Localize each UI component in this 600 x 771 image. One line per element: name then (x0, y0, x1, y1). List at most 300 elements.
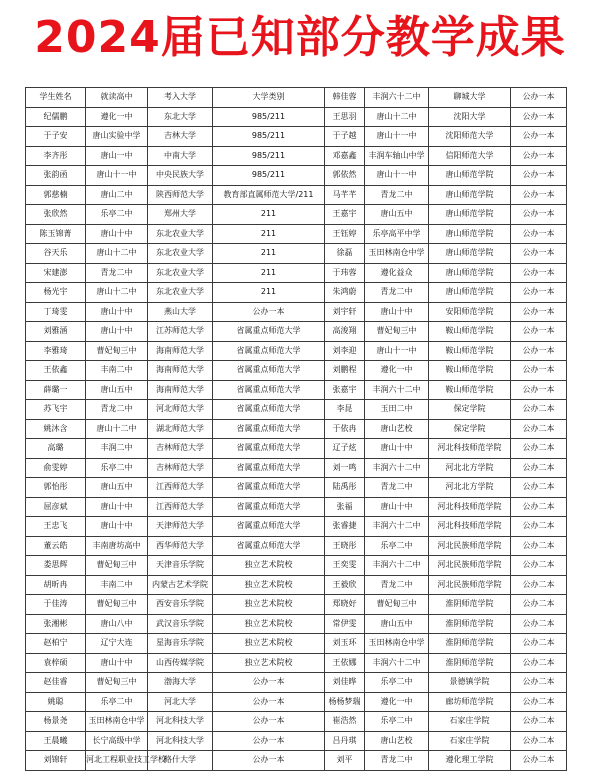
table-cell: 吉林师范大学 (148, 458, 213, 478)
table-cell: 公办一本 (213, 712, 325, 732)
table-cell: 青龙二中 (365, 283, 429, 303)
table-cell: 公办二本 (511, 595, 567, 615)
table-cell: 曹妃甸三中 (86, 595, 148, 615)
table-cell: 丰润六十二中 (365, 517, 429, 537)
table-cell: 江苏师范大学 (148, 322, 213, 342)
table-cell: 211 (213, 224, 325, 244)
table-cell: 杨杨梦瑞 (325, 692, 365, 712)
table-cell: 公办一本 (511, 341, 567, 361)
table-cell: 海南师范大学 (148, 341, 213, 361)
table-cell: 杨景尧 (26, 712, 86, 732)
table-cell: 青龙二中 (365, 575, 429, 595)
table-cell: 河北北方学院 (429, 478, 511, 498)
table-cell: 学生姓名 (26, 88, 86, 108)
table-cell: 内蒙古艺术学院 (148, 575, 213, 595)
table-cell: 吉林大学 (148, 127, 213, 147)
table-cell: 公办一本 (511, 205, 567, 225)
table-row (26, 419, 567, 439)
table-cell: 王依娜 (325, 653, 365, 673)
table-cell: 河北科技师范学院 (429, 439, 511, 459)
table-cell: 独立艺术院校 (213, 614, 325, 634)
table-cell: 公办二本 (511, 692, 567, 712)
table-cell: 独立艺术院校 (213, 575, 325, 595)
table-cell: 就读高中 (86, 88, 148, 108)
table-cell: 河北科技师范学院 (429, 497, 511, 517)
table-row (26, 517, 567, 537)
table-row (26, 458, 567, 478)
table-cell: 于佳涛 (26, 595, 86, 615)
table-cell: 211 (213, 205, 325, 225)
table-row (26, 205, 567, 225)
table-row (26, 712, 567, 732)
table-cell: 河北科技师范学院 (429, 517, 511, 537)
table-cell: 东北农业大学 (148, 244, 213, 264)
table-cell: 杨光宇 (26, 283, 86, 303)
table-cell: 独立艺术院校 (213, 634, 325, 654)
table-cell: 公办二本 (511, 517, 567, 537)
table-cell: 曹妃甸三中 (86, 673, 148, 693)
table-cell: 宋建澎 (26, 263, 86, 283)
table-row (26, 380, 567, 400)
table-row (26, 244, 567, 264)
table-cell: 唐山十一中 (365, 341, 429, 361)
table-cell: 景德镇学院 (429, 673, 511, 693)
table-cell: 娄思辉 (26, 556, 86, 576)
table-cell: 刘玉环 (325, 634, 365, 654)
table-cell: 朱鸿蔚 (325, 283, 365, 303)
table-cell: 公办二本 (511, 419, 567, 439)
table-cell: 张福 (325, 497, 365, 517)
table-cell: 唐山十二中 (86, 419, 148, 439)
table-cell: 马芊芊 (325, 185, 365, 205)
table-cell: 985/211 (213, 127, 325, 147)
table-cell: 省属重点师范大学 (213, 361, 325, 381)
page-title: 2024届已知部分教学成果 (34, 12, 566, 63)
table-cell: 刘佳晔 (325, 673, 365, 693)
table-cell: 沈阳师范大学 (429, 127, 511, 147)
table-cell: 唐山师范学院 (429, 263, 511, 283)
results-table (25, 87, 567, 771)
table-row (26, 751, 567, 771)
table-cell: 李昆 (325, 400, 365, 420)
table-row (26, 322, 567, 342)
table-cell: 大学类别 (213, 88, 325, 108)
table-cell: 唐山师范学院 (429, 205, 511, 225)
table-cell: 渤海大学 (148, 673, 213, 693)
table-cell: 王依鑫 (26, 361, 86, 381)
table-cell: 青龙二中 (86, 400, 148, 420)
table-cell: 郑晓好 (325, 595, 365, 615)
table-cell: 崔浩然 (325, 712, 365, 732)
table-cell: 俞雯婷 (26, 458, 86, 478)
table-cell: 王忠飞 (26, 517, 86, 537)
table-row (26, 166, 567, 186)
table-cell: 吕丹琪 (325, 731, 365, 751)
table-cell: 211 (213, 244, 325, 264)
table-cell: 省属重点师范大学 (213, 517, 325, 537)
table-cell: 公办一本 (511, 244, 567, 264)
table-cell: 遵化一中 (86, 107, 148, 127)
table-cell: 公办一本 (213, 673, 325, 693)
table-cell: 玉田林南仓中学 (365, 244, 429, 264)
table-cell: 江西师范大学 (148, 497, 213, 517)
table-cell: 唐山十中 (86, 224, 148, 244)
table-cell: 郭怡彤 (26, 478, 86, 498)
table-row (26, 127, 567, 147)
table-cell: 山西传媒学院 (148, 653, 213, 673)
table-cell: 河北民族师范学院 (429, 556, 511, 576)
table-cell: 丰南二中 (86, 575, 148, 595)
table-row (26, 263, 567, 283)
table-cell: 海南师范大学 (148, 361, 213, 381)
table-cell: 玉田林南仓中学 (86, 712, 148, 732)
table-cell: 公办二本 (511, 536, 567, 556)
table-cell: 王思羽 (325, 107, 365, 127)
table-cell: 公办二本 (511, 614, 567, 634)
table-cell: 公办二本 (511, 478, 567, 498)
table-cell: 公办二本 (511, 731, 567, 751)
table-cell: 长宁高级中学 (86, 731, 148, 751)
table-cell: 苏飞宇 (26, 400, 86, 420)
table-cell: 河北民族师范学院 (429, 536, 511, 556)
table-cell: 玉田二中 (365, 400, 429, 420)
table-cell: 王奕雯 (325, 556, 365, 576)
table-cell: 张湘彬 (26, 614, 86, 634)
table-cell: 独立艺术院校 (213, 556, 325, 576)
table-row (26, 439, 567, 459)
table-cell: 公办一本 (511, 166, 567, 186)
table-cell: 王晨曦 (26, 731, 86, 751)
table-cell: 省属重点师范大学 (213, 439, 325, 459)
table-cell: 于子越 (325, 127, 365, 147)
table-cell: 高浚翔 (325, 322, 365, 342)
table-cell: 唐山十二中 (86, 244, 148, 264)
table-cell: 星海音乐学院 (148, 634, 213, 654)
table-cell: 省属重点师范大学 (213, 458, 325, 478)
table-cell: 信阳师范大学 (429, 146, 511, 166)
table-cell: 独立艺术院校 (213, 595, 325, 615)
table-cell: 公办一本 (511, 107, 567, 127)
table-cell: 唐山师范学院 (429, 185, 511, 205)
table-cell: 公办二本 (511, 556, 567, 576)
table-cell: 石家庄学院 (429, 712, 511, 732)
table-cell: 河北工程职业技工学校 (86, 751, 148, 771)
table-row (26, 634, 567, 654)
table-cell: 公办二本 (511, 497, 567, 517)
table-cell: 唐山一中 (86, 146, 148, 166)
table-cell: 河北科技大学 (148, 712, 213, 732)
table-row (26, 673, 567, 693)
table-cell: 刘鹏程 (325, 361, 365, 381)
table-cell: 省属重点师范大学 (213, 341, 325, 361)
table-cell: 高璐 (26, 439, 86, 459)
table-cell: 曹妃甸三中 (365, 322, 429, 342)
table-row (26, 478, 567, 498)
table-cell: 唐山十中 (86, 302, 148, 322)
table-cell: 公办二本 (511, 458, 567, 478)
table-cell: 湖北师范大学 (148, 419, 213, 439)
table-cell: 鞍山师范学院 (429, 361, 511, 381)
table-cell: 鞍山师范学院 (429, 322, 511, 342)
table-cell: 淮阴师范学院 (429, 614, 511, 634)
table-row (26, 224, 567, 244)
table-cell: 唐山师范学院 (429, 283, 511, 303)
table-row (26, 302, 567, 322)
table-cell: 乐亭二中 (86, 205, 148, 225)
table-row (26, 283, 567, 303)
table-cell: 东北农业大学 (148, 263, 213, 283)
table-cell: 唐山实验中学 (86, 127, 148, 147)
table-cell: 河北民族师范学院 (429, 575, 511, 595)
table-cell: 公办一本 (511, 322, 567, 342)
table-cell: 公办一本 (511, 224, 567, 244)
table-cell: 玉田林南仓中学 (365, 634, 429, 654)
table-cell: 省属重点师范大学 (213, 380, 325, 400)
table-cell: 985/211 (213, 166, 325, 186)
table-cell: 唐山十中 (86, 653, 148, 673)
table-cell: 于子安 (26, 127, 86, 147)
table-cell: 郭依然 (325, 166, 365, 186)
table-cell: 公办一本 (511, 146, 567, 166)
table-cell: 乐亭二中 (365, 673, 429, 693)
table-cell: 公办一本 (213, 302, 325, 322)
table-cell: 于玮蓉 (325, 263, 365, 283)
table-cell: 公办二本 (511, 400, 567, 420)
table-cell: 武汉音乐学院 (148, 614, 213, 634)
table-cell: 东北大学 (148, 107, 213, 127)
table-cell: 保定学院 (429, 419, 511, 439)
table-row (26, 575, 567, 595)
table-cell: 遵化理工学院 (429, 751, 511, 771)
table-cell: 丰润六十二中 (365, 88, 429, 108)
table-cell: 唐山十一中 (365, 166, 429, 186)
table-cell: 西安音乐学院 (148, 595, 213, 615)
table-cell: 张韵函 (26, 166, 86, 186)
table-cell: 江西师范大学 (148, 478, 213, 498)
table-cell: 遵化益众 (365, 263, 429, 283)
table-cell: 公办二本 (511, 575, 567, 595)
table-cell: 丰润车轴山中学 (365, 146, 429, 166)
table-cell: 公办一本 (213, 731, 325, 751)
table-cell: 省属重点师范大学 (213, 322, 325, 342)
table-cell: 曹妃甸三中 (86, 556, 148, 576)
table-row (26, 146, 567, 166)
table-cell: 王嘉宇 (325, 205, 365, 225)
table-cell: 姚沐含 (26, 419, 86, 439)
table-cell: 公办二本 (511, 673, 567, 693)
table-cell: 于依冉 (325, 419, 365, 439)
table-cell: 唐山十中 (86, 497, 148, 517)
table-header-row (26, 88, 567, 108)
table-cell: 保定学院 (429, 400, 511, 420)
table-cell: 常伊雯 (325, 614, 365, 634)
table-cell: 丰润六十二中 (365, 653, 429, 673)
table-cell: 唐山五中 (365, 205, 429, 225)
table-cell: 省属重点师范大学 (213, 497, 325, 517)
table-cell: 李齐彤 (26, 146, 86, 166)
table-cell: 乐亭二中 (86, 692, 148, 712)
table-cell: 郑州大学 (148, 205, 213, 225)
table-cell: 唐山十中 (365, 302, 429, 322)
table-cell: 省属重点师范大学 (213, 400, 325, 420)
table-cell: 青龙二中 (365, 751, 429, 771)
table-cell: 公办二本 (511, 439, 567, 459)
table-cell: 211 (213, 283, 325, 303)
table-cell: 辽宁大连 (86, 634, 148, 654)
table-cell: 天津师范大学 (148, 517, 213, 537)
table-cell: 郭慈楠 (26, 185, 86, 205)
table-cell: 唐山师范学院 (429, 244, 511, 264)
table-cell: 985/211 (213, 146, 325, 166)
table-cell: 青龙二中 (86, 263, 148, 283)
table-cell: 考入大学 (148, 88, 213, 108)
table-cell: 丰南唐坊高中 (86, 536, 148, 556)
table-cell: 陈玉锦菁 (26, 224, 86, 244)
table-cell: 赵柏宁 (26, 634, 86, 654)
table-cell: 唐山二中 (86, 185, 148, 205)
table-cell: 唐山师范学院 (429, 224, 511, 244)
table-cell: 公办一本 (511, 283, 567, 303)
table-cell: 公办一本 (511, 380, 567, 400)
table-cell: 李雅琦 (26, 341, 86, 361)
table-cell: 唐山艺校 (365, 731, 429, 751)
table-row (26, 107, 567, 127)
table-cell: 刘宇轩 (325, 302, 365, 322)
table-cell: 东北农业大学 (148, 283, 213, 303)
table-cell: 陆禹彤 (325, 478, 365, 498)
table-row (26, 361, 567, 381)
table-cell: 海南师范大学 (148, 380, 213, 400)
table-row (26, 400, 567, 420)
table-cell: 乐亭二中 (365, 536, 429, 556)
table-cell: 公办一本 (511, 88, 567, 108)
table-cell: 吉林师范大学 (148, 439, 213, 459)
table-cell: 河北师范大学 (148, 400, 213, 420)
table-cell: 刘雅涵 (26, 322, 86, 342)
table-cell: 西华师范大学 (148, 536, 213, 556)
table-cell: 燕山大学 (148, 302, 213, 322)
table-cell: 遵化一中 (365, 361, 429, 381)
table-cell: 中央民族大学 (148, 166, 213, 186)
table-cell: 丰润六十二中 (365, 458, 429, 478)
table-cell: 廊坊师范学院 (429, 692, 511, 712)
table-cell: 唐山十二中 (365, 107, 429, 127)
table-cell: 省属重点师范大学 (213, 478, 325, 498)
table-cell: 公办一本 (511, 185, 567, 205)
table-cell: 赵佳睿 (26, 673, 86, 693)
table-cell: 丰润二中 (86, 439, 148, 459)
table-cell: 韩佳蓉 (325, 88, 365, 108)
table-cell: 河北北方学院 (429, 458, 511, 478)
table-cell: 唐山十中 (86, 322, 148, 342)
table-cell: 陕西师范大学 (148, 185, 213, 205)
table-cell: 公办一本 (511, 127, 567, 147)
table-row (26, 653, 567, 673)
table-cell: 薛璐一 (26, 380, 86, 400)
table-cell: 王钰婷 (325, 224, 365, 244)
table-cell: 袁梓硕 (26, 653, 86, 673)
table-cell: 邓嘉鑫 (325, 146, 365, 166)
table-cell: 河北大学 (148, 692, 213, 712)
table-cell: 刘平 (325, 751, 365, 771)
table-row (26, 731, 567, 751)
table-cell: 张嘉宇 (325, 380, 365, 400)
table-row (26, 614, 567, 634)
table-cell: 省属重点师范大学 (213, 419, 325, 439)
table-cell: 唐山十一中 (86, 166, 148, 186)
table-cell: 教育部直属师范大学/211 (213, 185, 325, 205)
table-row (26, 692, 567, 712)
table-cell: 唐山八中 (86, 614, 148, 634)
table-cell: 石家庄学院 (429, 731, 511, 751)
table-cell: 辽子炫 (325, 439, 365, 459)
table-cell: 唐山十二中 (86, 283, 148, 303)
table-cell: 淮阴师范学院 (429, 634, 511, 654)
table-cell: 公办一本 (213, 751, 325, 771)
table-cell: 刘李迎 (325, 341, 365, 361)
table-cell: 唐山十中 (86, 517, 148, 537)
table-cell: 天津音乐学院 (148, 556, 213, 576)
table-cell: 公办二本 (511, 751, 567, 771)
table-cell: 公办二本 (511, 712, 567, 732)
table-cell: 公办一本 (511, 263, 567, 283)
table-row (26, 341, 567, 361)
table-cell: 曹妃甸三中 (86, 341, 148, 361)
table-row (26, 536, 567, 556)
table-cell: 遵化一中 (365, 692, 429, 712)
table-cell: 乐亭二中 (86, 458, 148, 478)
table-cell: 曹妃甸三中 (365, 595, 429, 615)
table-cell: 211 (213, 263, 325, 283)
table-cell: 乐亭二中 (365, 712, 429, 732)
table-cell: 聊城大学 (429, 88, 511, 108)
table-row (26, 185, 567, 205)
table-cell: 青龙二中 (365, 185, 429, 205)
table-cell: 985/211 (213, 107, 325, 127)
table-cell: 青龙二中 (365, 478, 429, 498)
table-cell: 徐磊 (325, 244, 365, 264)
table-cell: 王毅欣 (325, 575, 365, 595)
table-cell: 王晓彤 (325, 536, 365, 556)
table-cell: 唐山五中 (86, 478, 148, 498)
table-cell: 唐山师范学院 (429, 166, 511, 186)
table-cell: 淮阴师范学院 (429, 595, 511, 615)
table-cell: 省属重点师范大学 (213, 536, 325, 556)
table-cell: 丰润六十二中 (365, 556, 429, 576)
table-cell: 唐山五中 (365, 614, 429, 634)
table-row (26, 595, 567, 615)
table-cell: 唐山十中 (365, 497, 429, 517)
table-cell: 纪儒鹏 (26, 107, 86, 127)
table-row (26, 497, 567, 517)
table-cell: 张欣然 (26, 205, 86, 225)
table-cell: 河北科技大学 (148, 731, 213, 751)
table-cell: 胡昕冉 (26, 575, 86, 595)
table-cell: 鞍山师范学院 (429, 341, 511, 361)
table-cell: 董云皓 (26, 536, 86, 556)
table-cell: 安阳师范学院 (429, 302, 511, 322)
table-cell: 丰南二中 (86, 361, 148, 381)
table-cell: 刘一鸣 (325, 458, 365, 478)
table-cell: 中南大学 (148, 146, 213, 166)
table-cell: 刘锦轩 (26, 751, 86, 771)
table-cell: 略什大学 (148, 751, 213, 771)
table-cell: 唐山艺校 (365, 419, 429, 439)
table-cell: 东北农业大学 (148, 224, 213, 244)
table-cell: 丰润六十二中 (365, 380, 429, 400)
table-cell: 公办一本 (511, 302, 567, 322)
table-cell: 公办二本 (511, 634, 567, 654)
